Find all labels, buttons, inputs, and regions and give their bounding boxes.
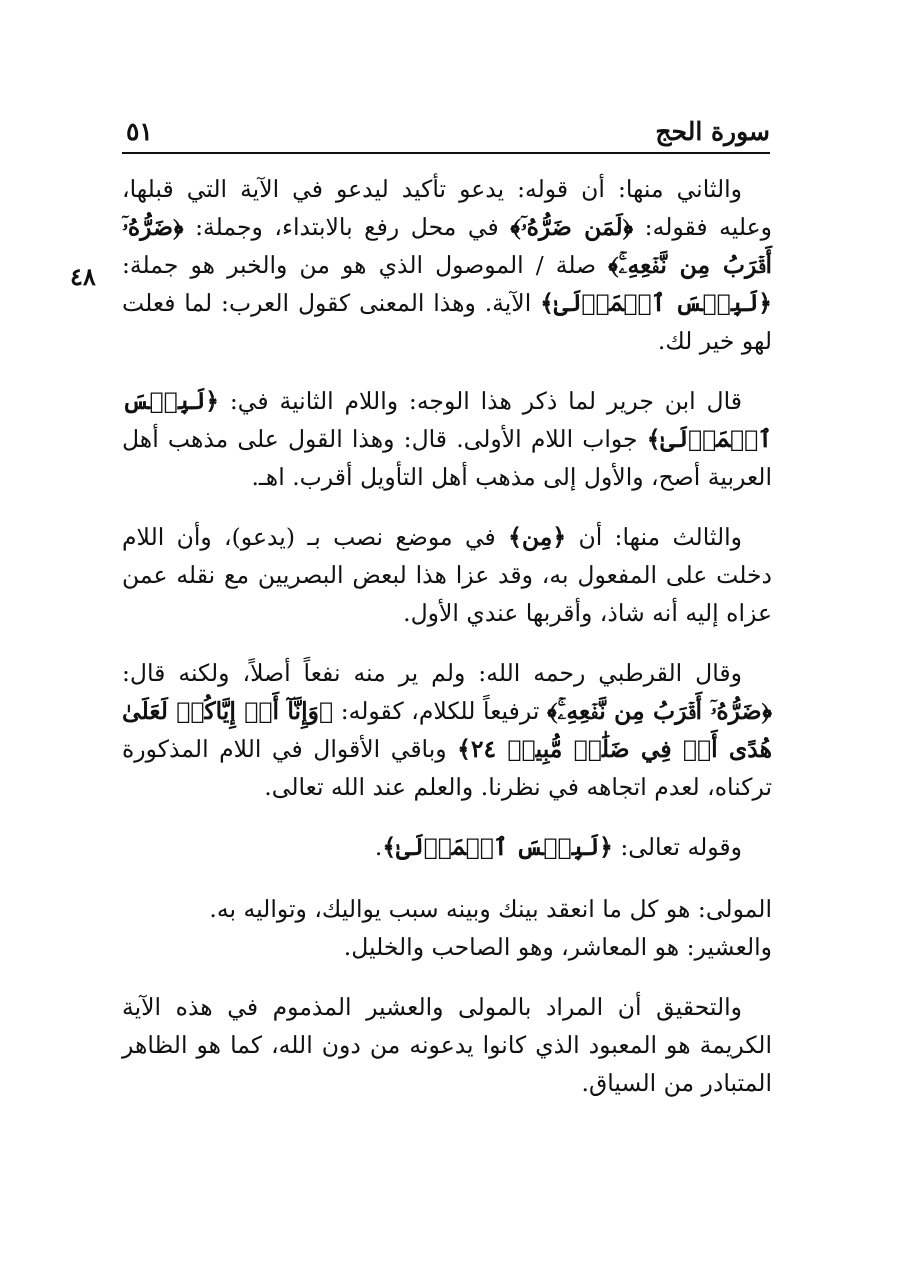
paragraph-text: والثاني منها: أن قوله: يدعو تأكيد ليدعو في الآية التي قبلها، وعليه فقوله: [122, 175, 773, 241]
page-number: ٥١ [126, 117, 153, 146]
paragraph-text: جواب اللام الأولى. قال: وهذا القول على مذهب أهل العربية أصح، والأول إلى مذهب أهل التأويل أقرب. اهـ. [122, 425, 772, 491]
quran-quote: ﴿لَبِئۡسَ ٱلۡمَوۡلَىٰ﴾ [122, 387, 772, 453]
paragraph-1 [122, 170, 772, 360]
quran-quote: ﴿لَبِئۡسَ ٱلۡمَوۡلَىٰ﴾ [540, 289, 772, 317]
paragraph-text: الآية. وهذا المعنى كقول العرب: لما فعلت لهو خير لك. [122, 289, 772, 355]
definition-ashir: والعشير: هو المعاشر، وهو الصاحب والخليل. [343, 933, 772, 961]
paragraph-text: وقال القرطبي رحمه الله: ولم ير منه نفعاً أصلاً، ولكنه قال: [122, 659, 742, 687]
margin-reference-number: ٤٨ [70, 262, 96, 291]
paragraph-text: وقوله تعالى: [612, 833, 742, 861]
quran-quote: ﴿لَمَن ضَرُّهُۥٓ﴾ [510, 213, 634, 241]
paragraph-text: في موضع نصب بـ (يدعو)، وأن اللام دخلت على المفعول به، وقد عزا هذا لبعض البصريين مع نقله عمن عزاه إليه أنه شاذ، وأقربها عندي الأول. [122, 523, 772, 627]
paragraph-text: والثالث منها: أن [566, 523, 742, 551]
paragraph-3 [122, 518, 772, 632]
paragraph-7 [122, 988, 772, 1102]
quran-quote: ﴿ضَرُّهُۥٓ أَقۡرَبُ مِن نَّفۡعِهِۦۚ﴾ [122, 213, 772, 279]
paragraph-text: . [374, 833, 383, 861]
quran-quote: ﴿لَبِئۡسَ ٱلۡمَوۡلَىٰ﴾ [382, 833, 613, 861]
quran-quote: ﴿ضَرُّهُۥٓ أَقۡرَبُ مِن نَّفۡعِهِۦۚ﴾ [547, 697, 772, 725]
surah-title: سورة الحج [655, 117, 770, 146]
page-body [122, 170, 772, 1124]
paragraph-4 [122, 654, 772, 806]
paragraph-text: صلة / الموصول الذي هو من والخبر هو جملة: [122, 251, 609, 279]
quran-quote: ﴿وَإِنَّآ أَوۡ إِيَّاكُمۡ لَعَلَىٰ هُدًى أَوۡ فِي ضَلَٰلٖ مُّبِينٖ ٢٤﴾ [122, 697, 772, 763]
page-header [122, 108, 770, 154]
paragraph-text: وباقي الأقوال في اللام المذكورة تركناه، لعدم اتجاهه في نظرنا. والعلم عند الله تعالى. [122, 735, 772, 801]
quran-quote: ﴿مِن﴾ [508, 523, 567, 551]
definition-mawla: المولى: هو كل ما انعقد بينك وبينه سبب يواليك، وتواليه به. [209, 895, 772, 923]
paragraph-text: ترفيعاً للكلام، كقوله: [333, 697, 548, 725]
paragraph-text: والتحقيق أن المراد بالمولى والعشير المذموم في هذه الآية الكريمة هو المعبود الذي كانوا يدعونه من دون الله، كما هو الظاهر المتبادر من السياق. [122, 993, 772, 1097]
paragraph-6 [122, 890, 772, 966]
paragraph-text: في محل رفع بالابتداء، وجملة: [183, 213, 511, 241]
paragraph-5 [122, 828, 772, 866]
paragraph-2 [122, 382, 772, 496]
paragraph-text: قال ابن جرير لما ذكر هذا الوجه: واللام الثانية في: [219, 387, 742, 415]
